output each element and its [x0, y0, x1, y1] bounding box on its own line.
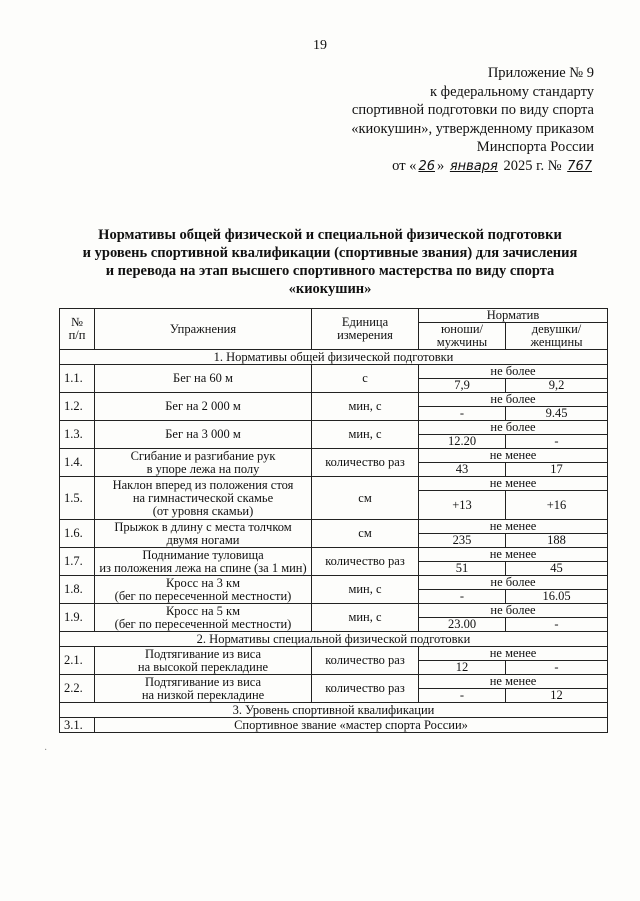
row-male-value: 12.20: [419, 435, 506, 449]
row-unit: мин, с: [312, 421, 419, 449]
table-row: [60, 449, 608, 463]
title-line: и уровень спортивной квалификации (спортивные звания) для зачисления: [82, 245, 578, 261]
order-mid: »: [436, 157, 445, 174]
order-year: 2025 г. №: [503, 157, 562, 174]
header-unit: Единица измерения: [312, 309, 419, 350]
row-exercise: Бег на 2 000 м: [95, 393, 312, 421]
row-number: 1.5.: [60, 477, 95, 520]
norms-table: [59, 308, 608, 733]
row-number: 1.1.: [60, 365, 95, 393]
appendix-header: [294, 64, 594, 176]
table-body: [60, 350, 608, 733]
row-female-value: 188: [506, 534, 608, 548]
row-number: 1.9.: [60, 604, 95, 632]
row-number: 2.1.: [60, 647, 95, 675]
order-month: января: [449, 158, 498, 174]
row-unit: мин, с: [312, 576, 419, 604]
row-female-value: -: [506, 435, 608, 449]
section-row: [60, 632, 608, 647]
row-female-value: +16: [506, 491, 608, 520]
row-condition: не менее: [419, 548, 608, 562]
row-unit: количество раз: [312, 548, 419, 576]
row-male-value: 235: [419, 534, 506, 548]
row-number: 1.4.: [60, 449, 95, 477]
row-male-value: 23.00: [419, 618, 506, 632]
appendix-line: спортивной подготовки по виду спорта: [351, 102, 594, 118]
row-condition: не более: [419, 576, 608, 590]
row-female-value: 45: [506, 562, 608, 576]
appendix-line: Приложение № 9: [487, 65, 594, 81]
row-number: 1.8.: [60, 576, 95, 604]
section-title: 1. Нормативы общей физической подготовки: [60, 350, 608, 365]
table-row: [60, 393, 608, 407]
row-condition: не менее: [419, 477, 608, 491]
order-number: 767: [567, 158, 592, 174]
row-number: 1.7.: [60, 548, 95, 576]
row-exercise: Подтягивание из виса на высокой перекладине: [95, 647, 312, 675]
row-unit: количество раз: [312, 647, 419, 675]
header-female: девушки/ женщины: [506, 323, 608, 350]
row-male-value: +13: [419, 491, 506, 520]
row-male-value: 7,9: [419, 379, 506, 393]
row-unit: см: [312, 477, 419, 520]
row-number: 3.1.: [60, 718, 95, 733]
row-exercise: Кросс на 3 км (бег по пересеченной местности): [95, 576, 312, 604]
table-row: [60, 477, 608, 491]
row-number: 1.3.: [60, 421, 95, 449]
header-male: юноши/ мужчины: [419, 323, 506, 350]
table-row: [60, 604, 608, 618]
row-exercise: Подтягивание из виса на низкой перекладине: [95, 675, 312, 703]
row-unit: мин, с: [312, 393, 419, 421]
row-number: 1.2.: [60, 393, 95, 421]
row-exercise: Поднимание туловища из положения лежа на спине (за 1 мин): [95, 548, 312, 576]
row-female-value: 12: [506, 689, 608, 703]
row-exercise: Прыжок в длину с места толчком двумя ногами: [95, 520, 312, 548]
table-row: [60, 718, 608, 733]
row-male-value: -: [419, 407, 506, 421]
row-condition: не более: [419, 604, 608, 618]
title-line: и перевода на этап высшего спортивного мастерства по виду спорта: [105, 263, 555, 279]
row-unit: см: [312, 520, 419, 548]
table-row: [60, 675, 608, 689]
row-female-value: 17: [506, 463, 608, 477]
title-line: «киокушин»: [288, 281, 372, 297]
title-line: Нормативы общей физической и специальной физической подготовки: [98, 227, 562, 243]
section-title: 3. Уровень спортивной квалификации: [60, 703, 608, 718]
order-prefix: от «: [392, 157, 417, 174]
row-exercise: Бег на 60 м: [95, 365, 312, 393]
row-exercise: Наклон вперед из положения стоя на гимнастической скамье (от уровня скамьи): [95, 477, 312, 520]
row-unit: с: [312, 365, 419, 393]
table-row: [60, 548, 608, 562]
appendix-line: Минспорта России: [476, 139, 594, 155]
section-row: [60, 350, 608, 365]
margin-mark: ·: [44, 745, 48, 756]
row-condition: не менее: [419, 647, 608, 661]
order-line: [294, 157, 594, 177]
row-exercise: Бег на 3 000 м: [95, 421, 312, 449]
row-female-value: -: [506, 661, 608, 675]
row-exercise: Сгибание и разгибание рук в упоре лежа на полу: [95, 449, 312, 477]
header-exercise: Упражнения: [95, 309, 312, 350]
row-unit: количество раз: [312, 675, 419, 703]
header-num: № п/п: [60, 309, 95, 350]
section-row: [60, 703, 608, 718]
row-unit: мин, с: [312, 604, 419, 632]
row-number: 1.6.: [60, 520, 95, 548]
appendix-line: к федеральному стандарту: [430, 83, 594, 100]
header-norm: Норматив: [419, 309, 608, 323]
table-row: [60, 365, 608, 379]
row-male-value: -: [419, 689, 506, 703]
row-unit: количество раз: [312, 449, 419, 477]
row-exercise: Кросс на 5 км (бег по пересеченной местности): [95, 604, 312, 632]
row-male-value: 51: [419, 562, 506, 576]
row-male-value: 43: [419, 463, 506, 477]
document-title: [60, 226, 600, 298]
row-female-value: 9.45: [506, 407, 608, 421]
row-condition: не менее: [419, 675, 608, 689]
table-row: [60, 647, 608, 661]
row-condition: не менее: [419, 449, 608, 463]
row-male-value: 12: [419, 661, 506, 675]
qualification-text: Спортивное звание «мастер спорта России»: [95, 718, 608, 733]
table-row: [60, 576, 608, 590]
row-male-value: -: [419, 590, 506, 604]
order-day: 26: [418, 158, 435, 174]
section-title: 2. Нормативы специальной физической подготовки: [60, 632, 608, 647]
row-female-value: 9,2: [506, 379, 608, 393]
table-row: [60, 421, 608, 435]
row-number: 2.2.: [60, 675, 95, 703]
appendix-line: «киокушин», утвержденному приказом: [351, 120, 594, 137]
row-condition: не более: [419, 393, 608, 407]
table-row: [60, 520, 608, 534]
page-number: 19: [313, 38, 327, 53]
row-condition: не менее: [419, 520, 608, 534]
row-condition: не более: [419, 421, 608, 435]
row-female-value: -: [506, 618, 608, 632]
row-female-value: 16.05: [506, 590, 608, 604]
row-condition: не более: [419, 365, 608, 379]
